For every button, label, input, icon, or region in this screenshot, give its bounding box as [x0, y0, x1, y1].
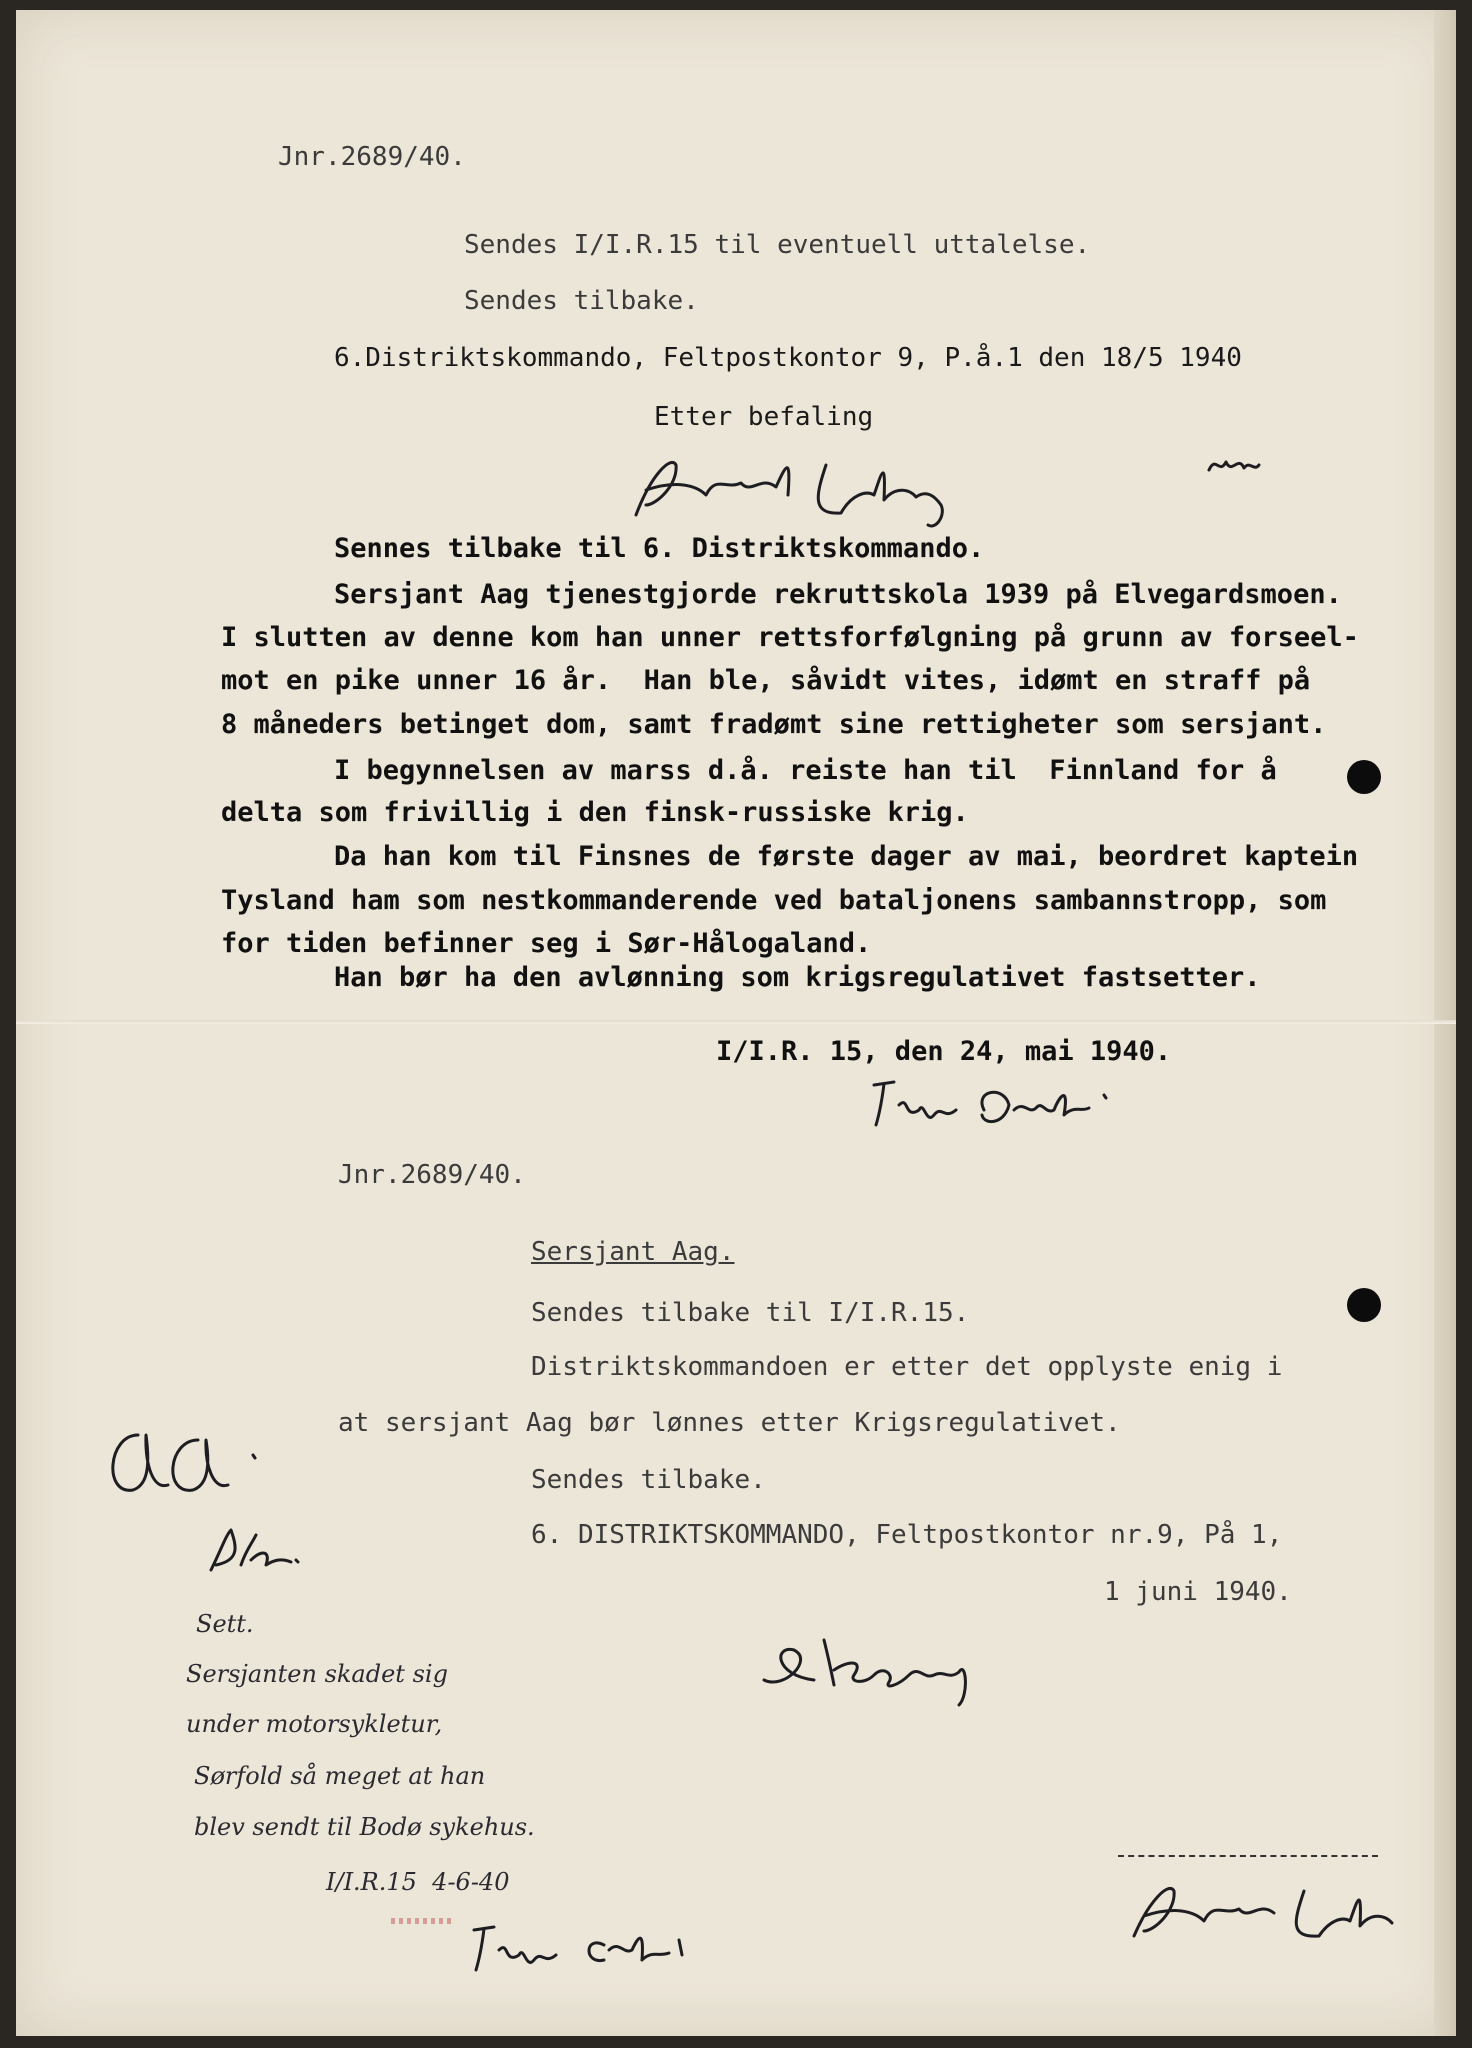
- handwritten-line-3: under motorsykletur,: [186, 1710, 443, 1738]
- return-line-1: Sendes tilbake.: [464, 286, 699, 316]
- forward-line: Sendes I/I.R.15 til eventuell uttalelse.: [464, 230, 1091, 260]
- text-line-6: I begynnelsen av marss d.å. reiste han til Finnland for å: [334, 755, 1277, 786]
- text3-date: 1 juni 1940.: [1104, 1577, 1292, 1607]
- signature-trygve-2: [464, 1915, 734, 1985]
- subject-line: Sersjant Aag.: [531, 1237, 735, 1267]
- journal-number-2: Jnr.2689/40.: [338, 1160, 526, 1190]
- signature-line: [1118, 1855, 1378, 1857]
- text-line-5: 8 måneders betinget dom, samt fradømt sine rettigheter som sersjant.: [221, 709, 1327, 740]
- signature-trygve-1: [864, 1070, 1144, 1140]
- text-line-10: for tiden befinner seg i Sør-Hålogaland.: [221, 928, 872, 959]
- document-page: [16, 10, 1456, 2036]
- by-order-line: Etter befaling: [654, 402, 874, 432]
- text3-line-1: Sendes tilbake til I/I.R.15.: [531, 1298, 970, 1328]
- signature-harald-1: [616, 435, 976, 535]
- handwritten-line-1: Sett.: [196, 1610, 254, 1638]
- journal-number-1: Jnr.2689/40.: [278, 142, 466, 172]
- handwritten-line-2: Sersjanten skadet sig: [186, 1660, 448, 1688]
- handwritten-initials-aa: [98, 1405, 278, 1515]
- handwritten-initials-kh: [196, 1520, 316, 1580]
- date-line-2: I/I.R. 15, den 24, mai 1940.: [716, 1036, 1172, 1067]
- red-ink-smudge: [391, 1918, 451, 1924]
- signature-harald-2: [1114, 1866, 1414, 1946]
- text-line-3: I slutten av denne kom han unner rettsforfølgning på grunn av forseel-: [221, 622, 1359, 653]
- handwritten-line-4: Sørfold så meget at han: [194, 1762, 486, 1790]
- text-line-2: Sersjant Aag tjenestgjorde rekruttskola 1939 på Elvegardsmoen.: [334, 579, 1342, 610]
- text-line-7: delta som frivillig i den finsk-russiske krig.: [221, 797, 969, 828]
- signature-skoren: [754, 1620, 1034, 1710]
- text-line-9: Tysland ham som nestkommanderende ved bataljonens sambannstropp, som: [221, 885, 1327, 916]
- text-line-4: mot en pike unner 16 år. Han ble, såvidt vites, idømt en straff på: [221, 665, 1311, 696]
- text-line-1: Sennes tilbake til 6. Distriktskommando.: [334, 533, 985, 564]
- text3-line-2: Distriktskommandoen er etter det opplyste enig i: [531, 1352, 1283, 1382]
- initials-mark: [1204, 450, 1264, 480]
- text3-line-3: at sersjant Aag bør lønnes etter Krigsregulativet.: [338, 1408, 1121, 1438]
- punch-hole-1: [1347, 760, 1381, 794]
- text-line-8: Da han kom til Finsnes de første dager av mai, beordret kaptein: [334, 841, 1359, 872]
- handwritten-line-6: I/I.R.15 4-6-40: [326, 1868, 510, 1896]
- text3-line-4: Sendes tilbake.: [531, 1465, 766, 1495]
- punch-hole-2: [1347, 1288, 1381, 1322]
- text3-line-5: 6. DISTRIKTSKOMMANDO, Feltpostkontor nr.9, På 1,: [531, 1520, 1283, 1550]
- paper-fold: [16, 1020, 1456, 1024]
- text-line-11: Han bør ha den avlønning som krigsregulativet fastsetter.: [334, 962, 1261, 993]
- sender-line-1: 6.Distriktskommando, Feltpostkontor 9, P.å.1 den 18/5 1940: [334, 343, 1242, 373]
- handwritten-line-5: blev sendt til Bodø sykehus.: [194, 1813, 535, 1841]
